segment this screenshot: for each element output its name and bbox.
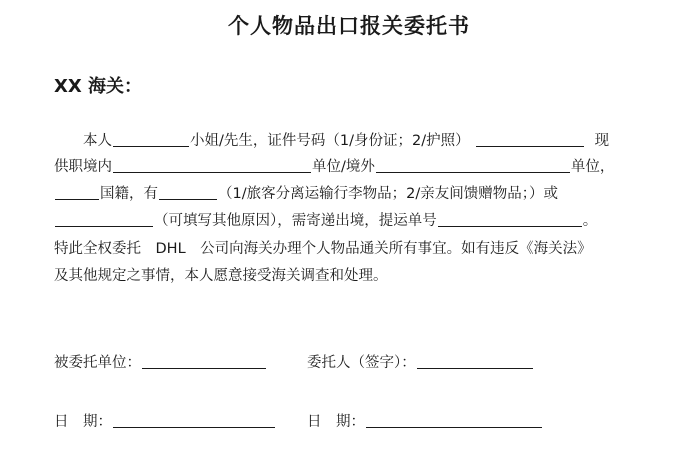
- nationality-blank[interactable]: [55, 183, 99, 200]
- line2-text-c: 单位，: [570, 159, 615, 175]
- line2-text-a: 供职境内: [54, 159, 112, 175]
- body-line-5: [54, 236, 644, 262]
- body-line-2: [54, 154, 644, 180]
- line1-text-b: 小姐/先生，证件号码（1/身份证；2/护照）: [190, 133, 470, 149]
- other-reason-blank[interactable]: [55, 210, 153, 227]
- line3-text-b: 国籍，有: [100, 186, 158, 202]
- id-number-blank[interactable]: [476, 130, 584, 147]
- principal-signature-blank[interactable]: [417, 352, 533, 369]
- date-blank-right[interactable]: [366, 411, 542, 428]
- date-blank-left[interactable]: [113, 411, 275, 428]
- addressee: XX 海关：: [54, 76, 143, 97]
- date-label-right: 日 期：: [307, 414, 365, 430]
- principal-unit-blank[interactable]: [142, 352, 266, 369]
- line1-text-a: 本人: [83, 133, 112, 149]
- principal-unit-label: 被委托单位：: [54, 355, 141, 371]
- foreign-employer-blank[interactable]: [376, 156, 570, 173]
- line4-text-b: （可填写其他原因），需寄递出境，提运单号: [154, 213, 437, 229]
- principal-label: 委托人（签字）：: [307, 355, 416, 371]
- body-line-4: [54, 208, 644, 234]
- line2-text-b: 单位/境外: [312, 159, 375, 175]
- principal-unit-row: [54, 351, 267, 372]
- line1-text-c: 现: [594, 133, 610, 149]
- date-label-left: 日 期：: [54, 414, 112, 430]
- waybill-number-blank[interactable]: [438, 210, 582, 227]
- line3-text-c: （1/旅客分离运输行李物品；2/亲友间馈赠物品；）或: [218, 186, 558, 202]
- date-row-right: [307, 410, 543, 431]
- document-title: 个人物品出口报关委托书: [228, 14, 470, 38]
- body-line-3: [54, 181, 644, 207]
- line6-text: 及其他规定之事情，本人愿意接受海关调查和处理。: [54, 268, 388, 284]
- body-line-6: [54, 263, 644, 289]
- name-blank[interactable]: [113, 130, 189, 147]
- line5-text: 特此全权委托 DHL 公司向海关办理个人物品通关所有事宜。如有违反《海关法》: [54, 241, 592, 257]
- item-type-blank[interactable]: [159, 183, 217, 200]
- date-row-left: [54, 410, 276, 431]
- body-line-1: [54, 128, 644, 154]
- principal-row: [307, 351, 534, 372]
- domestic-employer-blank[interactable]: [113, 156, 311, 173]
- line4-text-c: 。: [582, 213, 598, 229]
